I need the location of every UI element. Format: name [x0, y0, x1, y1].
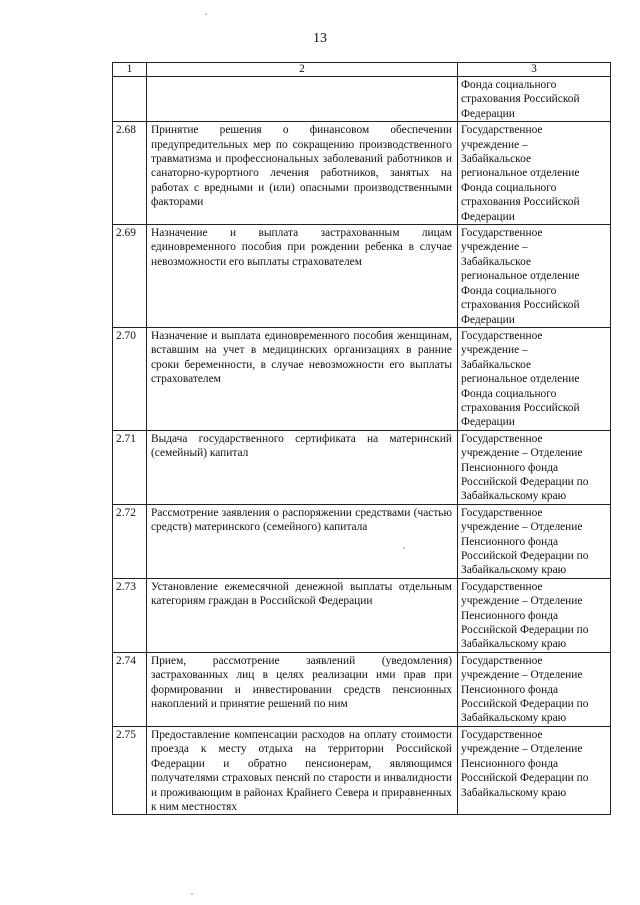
organization-line: учреждение – — [461, 344, 528, 357]
organization-line: Забайкальскому краю — [461, 786, 567, 799]
organization-line: Государственное — [461, 432, 543, 445]
organization-line: региональное отделение — [461, 373, 580, 386]
organization-line: Государственное — [461, 654, 543, 667]
organization-line: учреждение – Отделение — [461, 595, 583, 608]
header-col-2: 2 — [147, 63, 458, 77]
table-row — [113, 726, 611, 814]
header-col-1: 1 — [113, 63, 147, 77]
organization-line: Забайкальскому краю — [461, 638, 567, 651]
organization-line: Забайкальское — [461, 153, 532, 166]
organization-line: учреждение – Отделение — [461, 743, 583, 756]
scan-speck — [191, 893, 193, 895]
organization-line: страхования Российской — [461, 93, 580, 106]
organization-line: Государственное — [461, 580, 543, 593]
service-description: Предоставление компенсации расходов на оплату стоимости проезда к месту отдыха на территории Российской Федерации и обратно пенсионерам, являющимся получателями страховых пенсий по старости и инвалидности и проживающим в районах Крайнего Севера и приравненных к ним местностях — [147, 726, 458, 814]
organization-line: региональное отделение — [461, 167, 580, 180]
service-description: Прием, рассмотрение заявлений (уведомления) застрахованных лиц в целях реализации ими прав при формировании и инвестировании средств пенсионных накоплений и принятие решений по ним — [147, 652, 458, 726]
page-number: 13 — [313, 31, 327, 46]
table-row — [113, 122, 611, 225]
organization-line: Федерации — [461, 210, 515, 223]
table-row — [113, 77, 611, 122]
table-header-row — [113, 63, 611, 77]
service-description: Выдача государственного сертификата на материнский (семейный) капитал — [147, 430, 458, 504]
organization-line: Забайкальскому краю — [461, 490, 567, 503]
responsible-organization — [458, 327, 611, 430]
organization-line: Российской Федерации по — [461, 772, 589, 785]
organization-line: Федерации — [461, 313, 515, 326]
service-description: Назначение и выплата застрахованным лицам единовременного пособия при рождении ребенка в случае невозможности его выплаты страхователем — [147, 225, 458, 328]
organization-line: Пенсионного фонда — [461, 757, 559, 770]
row-number: 2.72 — [113, 504, 147, 578]
organization-line: Фонда социального — [461, 79, 557, 91]
table-row — [113, 225, 611, 328]
organization-line: Пенсионного фонда — [461, 609, 559, 622]
organization-line: Государственное — [461, 728, 543, 741]
table-row — [113, 504, 611, 578]
organization-line: учреждение – — [461, 138, 528, 151]
organization-line: Забайкальское — [461, 358, 532, 371]
organization-line: Российской Федерации по — [461, 624, 589, 637]
scan-speck — [205, 13, 207, 15]
row-number: 2.69 — [113, 225, 147, 328]
service-description: Установление ежемесячной денежной выплаты отдельным категориям граждан в Российской Федерации — [147, 578, 458, 652]
responsible-organization — [458, 652, 611, 726]
table-body — [113, 77, 611, 815]
organization-line: Пенсионного фонда — [461, 461, 559, 474]
responsible-organization — [458, 430, 611, 504]
organization-line: Забайкальскому краю — [461, 564, 567, 577]
row-number: 2.71 — [113, 430, 147, 504]
responsible-organization — [458, 225, 611, 328]
scan-speck — [403, 547, 405, 549]
row-number: 2.70 — [113, 327, 147, 430]
organization-line: Фонда социального — [461, 387, 557, 400]
table-row — [113, 652, 611, 726]
responsible-organization — [458, 726, 611, 814]
service-description: Назначение и выплата единовременного пособия женщинам, вставшим на учет в медицинских организациях в ранние сроки беременности, в случае невозможности его выплаты страхователем — [147, 327, 458, 430]
table-row — [113, 578, 611, 652]
organization-line: Федерации — [461, 416, 515, 429]
organization-line: Пенсионного фонда — [461, 535, 559, 548]
organization-line: Государственное — [461, 227, 543, 240]
service-description: Рассмотрение заявления о распоряжении средствами (частью средств) материнского (семейного) капитала — [147, 504, 458, 578]
row-number: 2.75 — [113, 726, 147, 814]
row-number — [113, 77, 147, 122]
organization-line: страхования Российской — [461, 196, 580, 209]
organization-line: Государственное — [461, 506, 543, 519]
organization-line: Фонда социального — [461, 181, 557, 194]
organization-line: Государственное — [461, 124, 543, 137]
organization-line: Российской Федерации по — [461, 698, 589, 711]
table-row — [113, 327, 611, 430]
organization-line: учреждение – Отделение — [461, 521, 583, 534]
responsible-organization — [458, 122, 611, 225]
organization-line: страхования Российской — [461, 299, 580, 312]
organization-line: региональное отделение — [461, 270, 580, 283]
organization-line: Российской Федерации по — [461, 475, 589, 488]
organization-line: страхования Российской — [461, 401, 580, 414]
organization-line: Забайкальскому краю — [461, 712, 567, 725]
organization-line: учреждение – — [461, 241, 528, 254]
scan-speck — [408, 798, 410, 800]
table-row — [113, 430, 611, 504]
organization-line: Пенсионного фонда — [461, 683, 559, 696]
header-col-3: 3 — [458, 63, 611, 77]
row-number: 2.68 — [113, 122, 147, 225]
responsible-organization — [458, 504, 611, 578]
row-number: 2.73 — [113, 578, 147, 652]
services-table — [112, 62, 611, 815]
responsible-organization — [458, 578, 611, 652]
row-number: 2.74 — [113, 652, 147, 726]
organization-line: учреждение – Отделение — [461, 669, 583, 682]
organization-line: Российской Федерации по — [461, 550, 589, 562]
organization-line: Фонда социального — [461, 284, 557, 297]
service-description: Принятие решения о финансовом обеспечении предупредительных мер по сокращению производственного травматизма и профессиональных заболеваний работников и санаторно-курортного лечения работников, занятых на работах с вредными и (или) опасными производственными факторами — [147, 122, 458, 225]
responsible-organization — [458, 77, 611, 122]
organization-line: Федерации — [461, 107, 515, 120]
organization-line: Государственное — [461, 329, 543, 342]
service-description — [147, 77, 458, 122]
organization-line: Забайкальское — [461, 255, 532, 268]
organization-line: учреждение – Отделение — [461, 447, 583, 460]
